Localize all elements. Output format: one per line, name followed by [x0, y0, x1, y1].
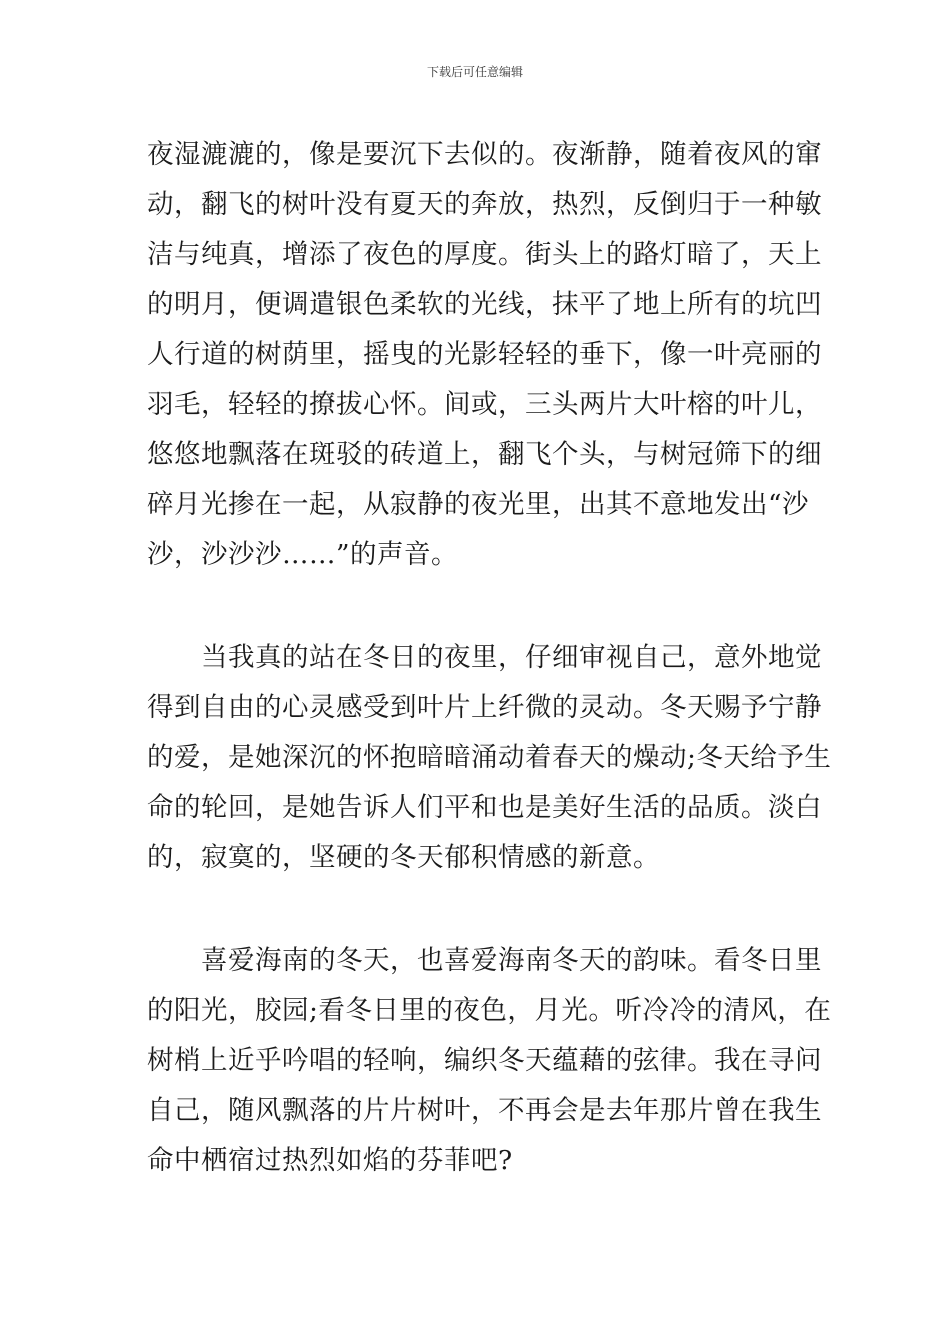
- text-line: 树梢上近乎吟唱的轻响，编织冬天蕴藉的弦律。我在寻问: [147, 1045, 822, 1076]
- text-line: 的，寂寞的，坚硬的冬天郁积情感的新意。: [147, 842, 660, 873]
- paragraph-2: [147, 633, 832, 883]
- text-line: 命中栖宿过热烈如焰的芬菲吧?: [147, 1145, 513, 1176]
- text-line: 动，翻飞的树叶没有夏天的奔放，热烈，反倒归于一种敏: [147, 189, 822, 220]
- text-line: 洁与纯真，增添了夜色的厚度。街头上的路灯暗了，天上: [147, 239, 822, 270]
- text-line: 人行道的树荫里，摇曳的光影轻轻的垂下，像一叶亮丽的: [147, 339, 822, 370]
- text-line: 羽毛，轻轻的撩拔心怀。间或，三头两片大叶榕的叶儿，: [147, 389, 822, 420]
- text-line: 喜爱海南的冬天，也喜爱海南冬天的韵味。看冬日里: [147, 945, 822, 976]
- paragraph-spacer: [147, 883, 807, 936]
- text-line: 碎月光掺在一起，从寂静的夜光里，出其不意地发出“沙: [147, 489, 810, 520]
- text-line: 夜湿漉漉的，像是要沉下去似的。夜渐静，随着夜风的窜: [147, 139, 822, 170]
- text-line: 自己，随风飘落的片片树叶，不再会是去年那片曾在我生: [147, 1095, 822, 1126]
- text-line: 沙，沙沙沙……”的声音。: [147, 539, 459, 570]
- paragraph-3: [147, 936, 832, 1186]
- page-header: 下载后可任意编辑: [426, 65, 523, 79]
- text-line: 的爱，是她深沉的怀抱暗暗涌动着春天的燥动;冬天给予生: [147, 742, 832, 773]
- text-line: 悠悠地飘落在斑驳的砖道上，翻飞个头，与树冠筛下的细: [147, 439, 822, 470]
- text-line: 的阳光，胶园;看冬日里的夜色，月光。听冷冷的清风，在: [147, 995, 832, 1026]
- text-line: 命的轮回，是她告诉人们平和也是美好生活的品质。淡白: [147, 792, 822, 823]
- document-body: [147, 130, 832, 1186]
- paragraph-1: [147, 130, 822, 580]
- paragraph-spacer: [147, 580, 807, 633]
- text-line: 的明月，便调遣银色柔软的光线，抹平了地上所有的坑凹: [147, 289, 822, 320]
- text-line: 得到自由的心灵感受到叶片上纤微的灵动。冬天赐予宁静: [147, 692, 822, 723]
- text-line: 当我真的站在冬日的夜里，仔细审视自己，意外地觉: [147, 642, 822, 673]
